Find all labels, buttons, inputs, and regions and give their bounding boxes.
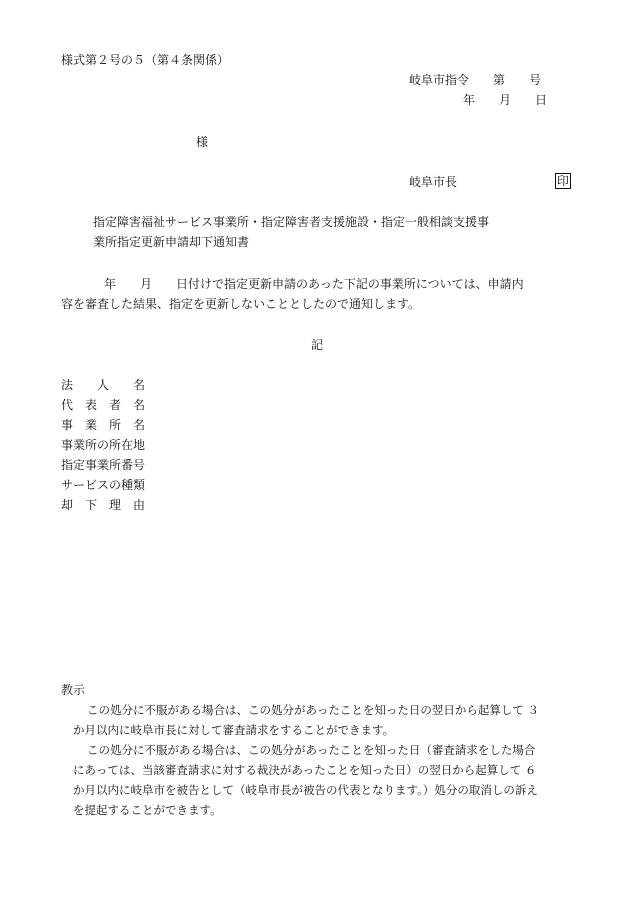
instruction-para2-line4: を提起することができます。 xyxy=(73,803,222,817)
sender-name: 岐阜市長 xyxy=(409,175,458,189)
instruction-para1-line1: この処分に不服がある場合は、この処分があったことを知った日の翌日から起算して ３ xyxy=(87,703,540,717)
field-business-name: 事 業 所 名 xyxy=(61,418,146,432)
instruction-para1-line2: か月以内に岐阜市長に対して審査請求をすることができます。 xyxy=(73,723,395,737)
instruction-para2-line2: にあっては、当該審査請求に対する裁決があったことを知った日）の翌日から起算して ６ xyxy=(73,763,537,777)
notice-title-line2: 業所指定更新申請却下通知書 xyxy=(93,235,250,249)
ki-marker: 記 xyxy=(311,338,324,352)
form-label: 様式第２号の５（第４条関係） xyxy=(61,53,230,67)
notice-title-line1: 指定障害福祉サービス事業所・指定障害者支援施設・指定一般相談支援事 xyxy=(93,215,490,229)
field-representative-name: 代 表 者 名 xyxy=(61,398,146,412)
seal-mark xyxy=(555,173,571,189)
seal-text: 印 xyxy=(557,174,570,188)
field-rejection-reason: 却 下 理 由 xyxy=(61,498,146,512)
document-number: 岐阜市指令 第 号 xyxy=(409,73,542,87)
body-text-line2: 容を審査した結果、指定を更新しないこととしたので通知します。 xyxy=(61,297,421,311)
issue-date: 年 月 日 xyxy=(463,93,548,107)
field-corporation-name: 法 人 名 xyxy=(61,378,146,392)
instruction-para2-line1: この処分に不服がある場合は、この処分があったことを知った日（審査請求をした場合 xyxy=(87,743,536,757)
instruction-heading: 教示 xyxy=(61,683,86,697)
instruction-para2-line3: か月以内に岐阜市を被告として（岐阜市長が被告の代表となります。）処分の取消しの訴え xyxy=(73,783,538,797)
field-service-type: サービスの種類 xyxy=(61,478,146,492)
field-business-address: 事業所の所在地 xyxy=(61,438,146,452)
field-designated-number: 指定事業所番号 xyxy=(61,458,146,472)
body-text-line1: 年 月 日付けで指定更新申請のあった下記の事業所については、申請内 xyxy=(104,277,524,291)
addressee-honorific: 様 xyxy=(196,135,209,149)
